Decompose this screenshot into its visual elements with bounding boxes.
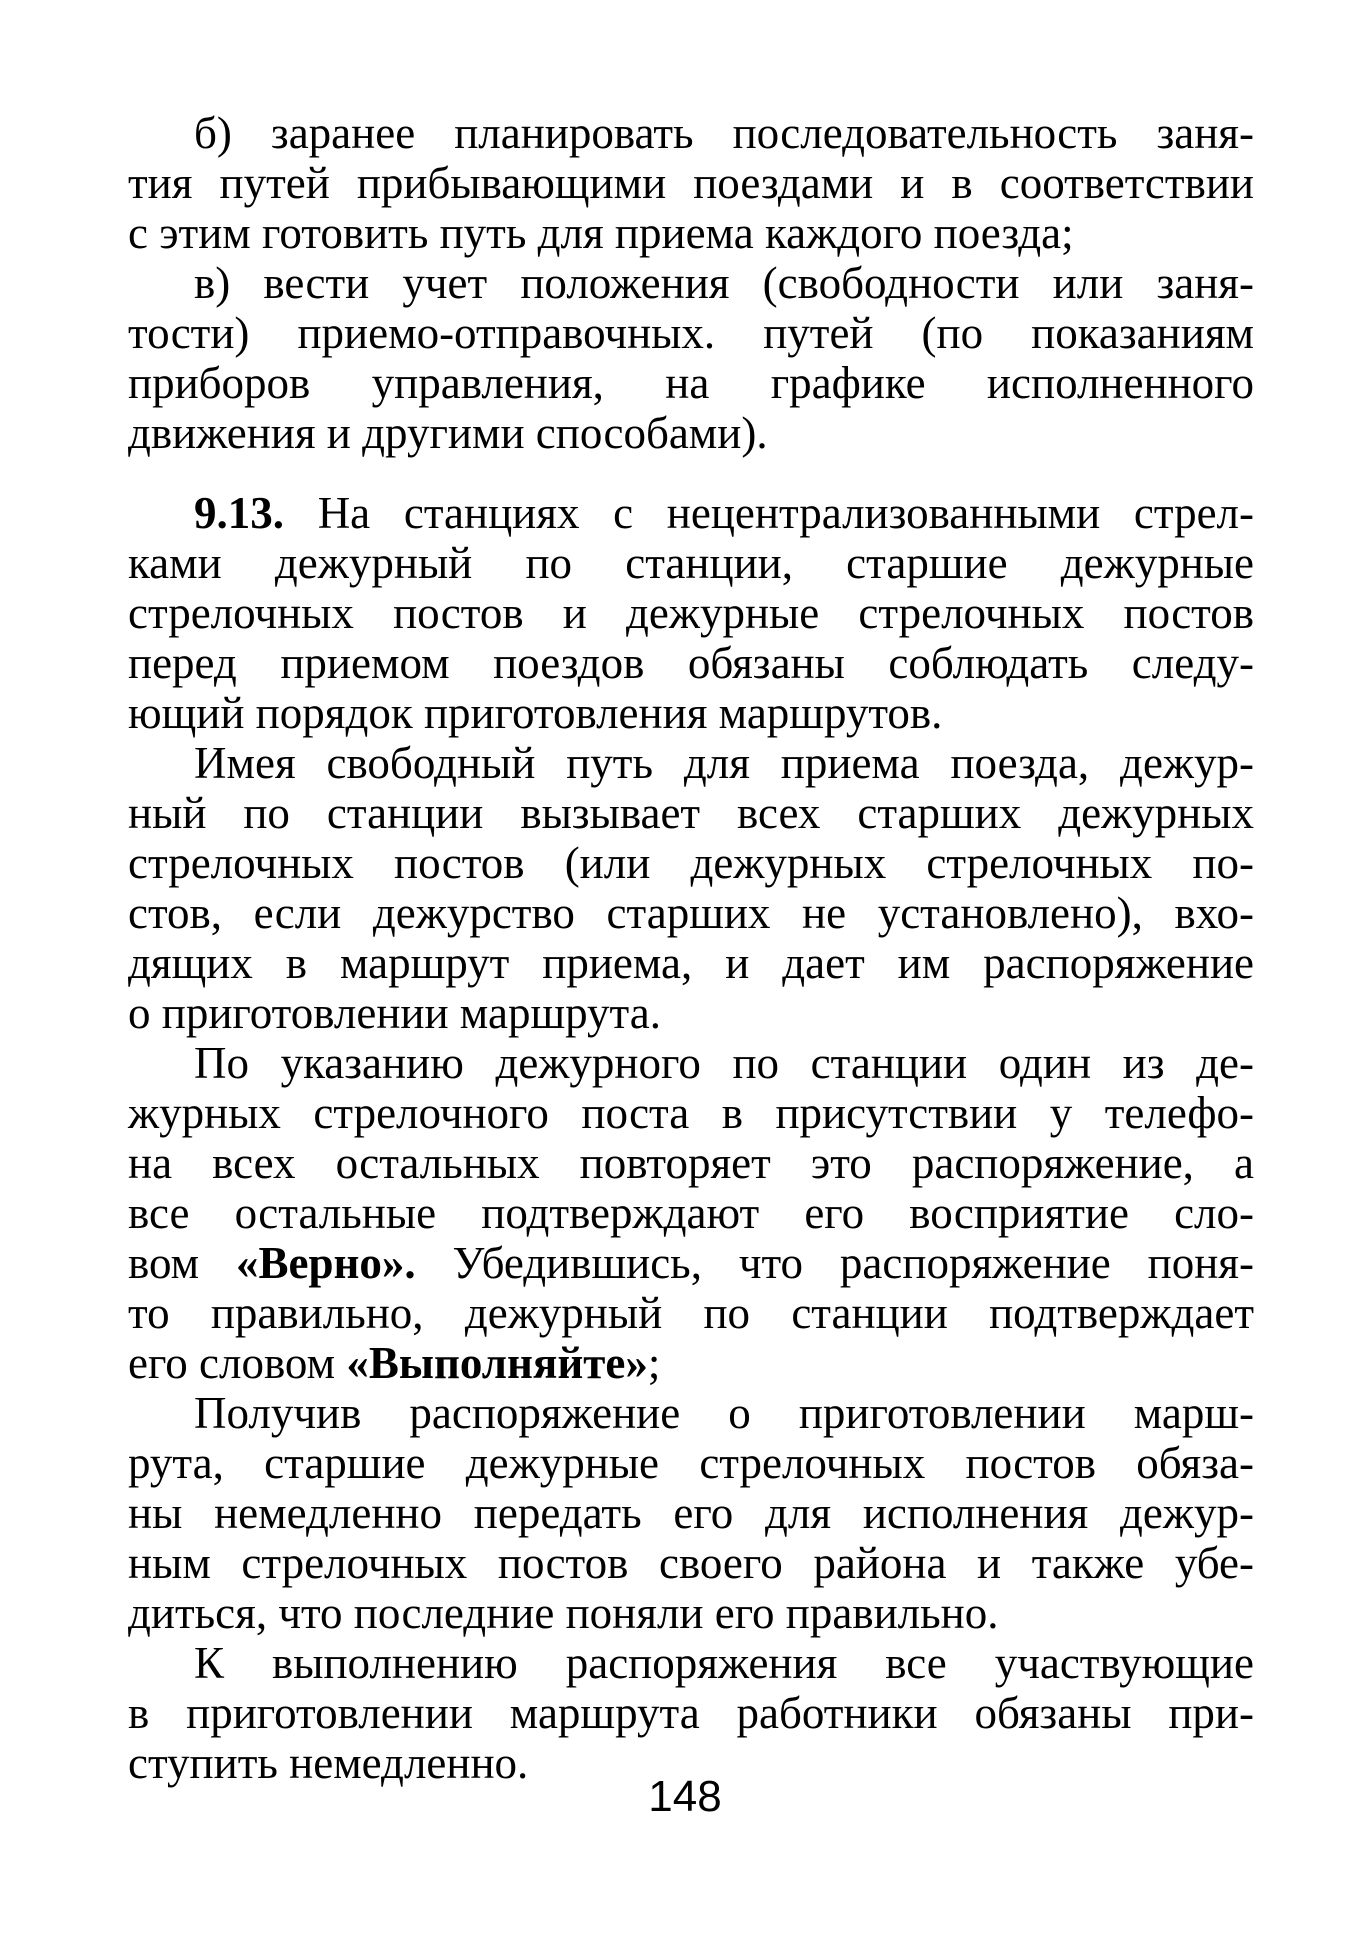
text-line: все остальные подтверждают его восприятие сло-	[128, 1188, 1254, 1238]
text-line: ступить немедленно.	[128, 1738, 529, 1788]
section-number: 9.13.	[194, 488, 284, 538]
text-line: ным стрелочных постов своего района и также убе-	[128, 1538, 1254, 1588]
quoted-command-verno: «Верно».	[235, 1238, 416, 1288]
text-line: о приготовлении маршрута.	[128, 988, 661, 1038]
text-line: стрелочных постов (или дежурных стрелочных по-	[128, 838, 1254, 888]
text-line: с этим готовить путь для приема каждого поезда;	[128, 208, 1074, 258]
text-line: стов, если дежурство старших не установлено), вхо-	[128, 888, 1254, 938]
text-line	[128, 1238, 1254, 1288]
text-line: диться, что последние поняли его правильно.	[128, 1588, 999, 1638]
text-line: ный по станции вызывает всех старших дежурных	[128, 788, 1254, 838]
body-text	[128, 108, 1254, 1788]
page-number: 148	[648, 1772, 722, 1821]
text-fragment: ;	[647, 1338, 661, 1388]
text-fragment: Убедившись, что распоряжение поня-	[415, 1238, 1254, 1288]
text-fragment: На станциях с нецентрализованными стрел-	[284, 488, 1254, 538]
text-line: на всех остальных повторяет это распоряжение, а	[128, 1138, 1254, 1188]
text-line: тости) приемо-отправочных. путей (по показаниям	[128, 308, 1254, 358]
text-fragment: вом	[128, 1238, 236, 1288]
text-line: то правильно, дежурный по станции подтверждает	[128, 1288, 1254, 1338]
text-line: К выполнению распоряжения все участвующие	[194, 1638, 1254, 1688]
text-line: в приготовлении маршрута работники обязаны при-	[128, 1688, 1254, 1738]
text-fragment: его словом	[128, 1338, 347, 1388]
text-line: б) заранее планировать последовательность заня-	[194, 108, 1254, 158]
text-line: ками дежурный по станции, старшие дежурные	[128, 538, 1254, 588]
text-line: рута, старшие дежурные стрелочных постов обяза-	[128, 1438, 1254, 1488]
section-gap	[128, 458, 1254, 488]
text-line: журных стрелочного поста в присутствии у телефо-	[128, 1088, 1254, 1138]
text-line: приборов управления, на графике исполненного	[128, 358, 1254, 408]
text-line: движения и другими способами).	[128, 408, 768, 458]
text-line: тия путей прибывающими поездами и в соответствии	[128, 158, 1254, 208]
text-line: ны немедленно передать его для исполнения дежур-	[128, 1488, 1254, 1538]
quoted-command-vypolnyayte: «Выполняйте»	[346, 1338, 648, 1388]
text-line: дящих в маршрут приема, и дает им распоряжение	[128, 938, 1254, 988]
text-line: По указанию дежурного по станции один из де-	[194, 1038, 1254, 1088]
text-line	[128, 1338, 1254, 1388]
section-heading-line	[128, 488, 1254, 538]
text-line: стрелочных постов и дежурные стрелочных постов	[128, 588, 1254, 638]
text-line: Получив распоряжение о приготовлении марш-	[194, 1388, 1254, 1438]
text-line: в) вести учет положения (свободности или заня-	[194, 258, 1254, 308]
text-line: ющий порядок приготовления маршрутов.	[128, 688, 943, 738]
text-line: Имея свободный путь для приема поезда, дежур-	[194, 738, 1254, 788]
text-line: перед приемом поездов обязаны соблюдать следу-	[128, 638, 1254, 688]
